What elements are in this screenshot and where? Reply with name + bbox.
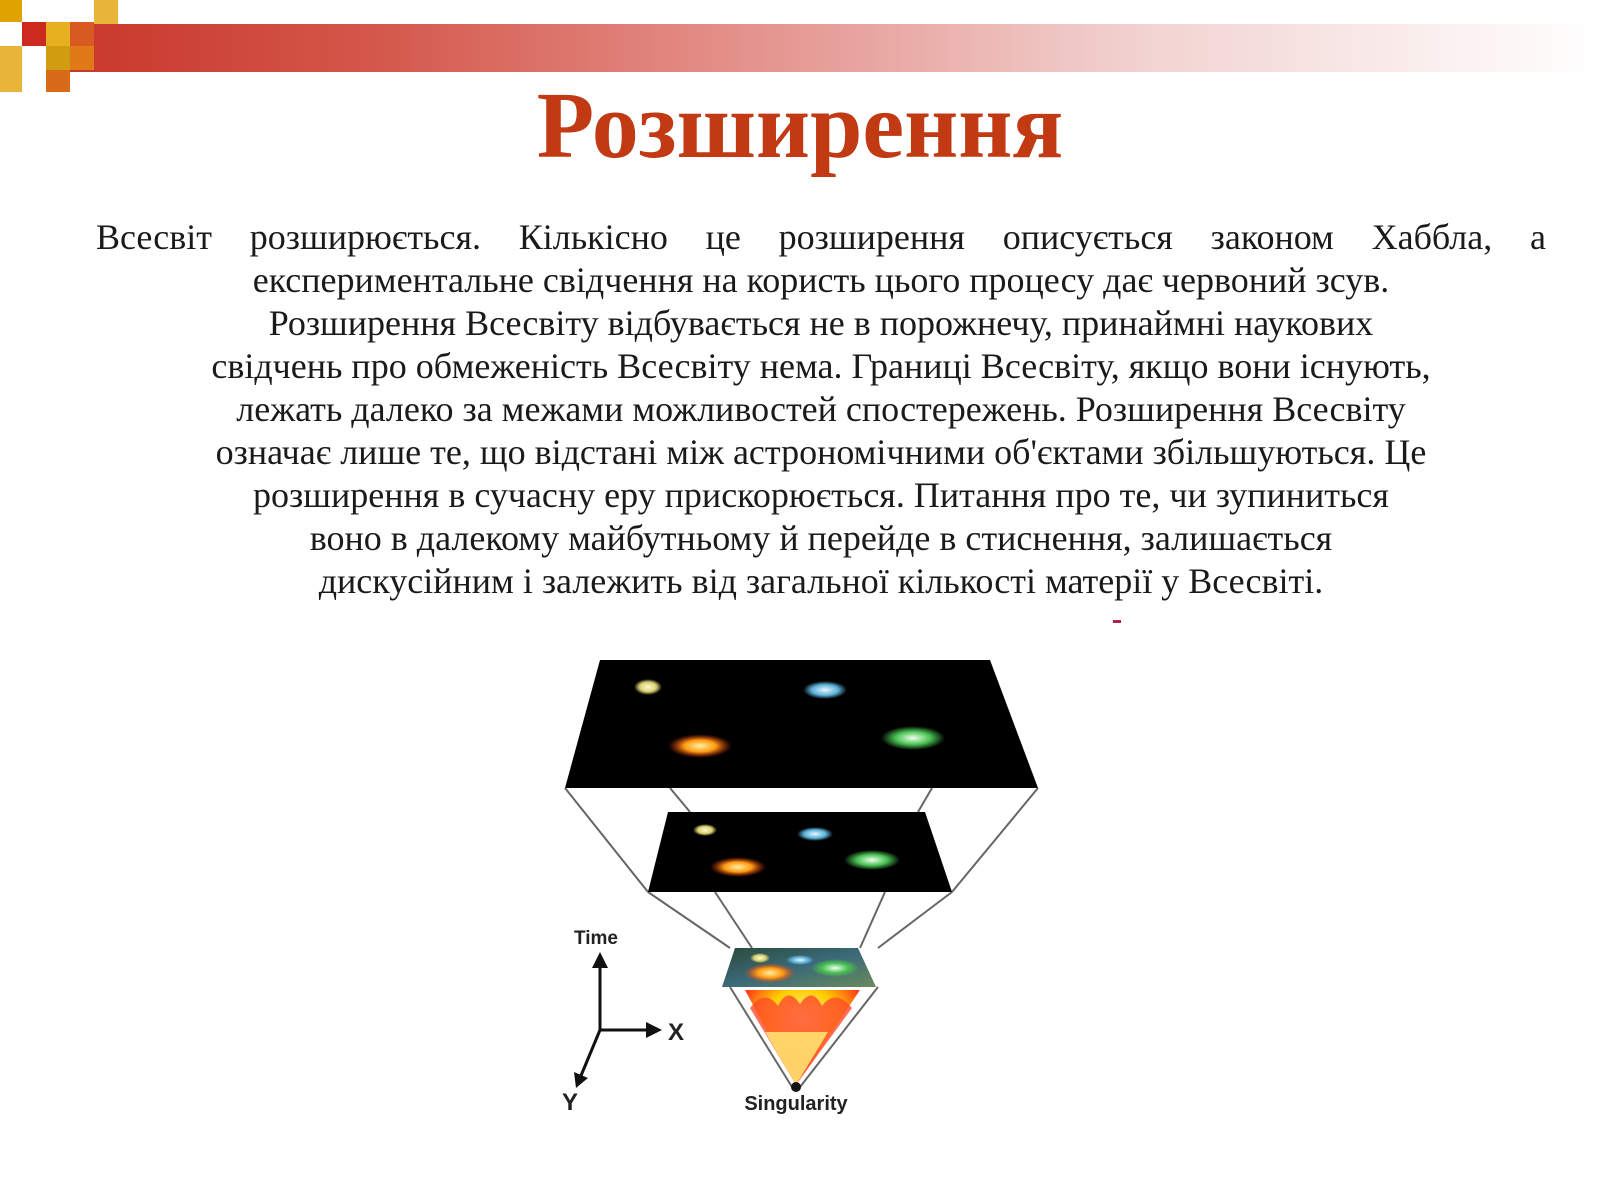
axis-label-time: Time <box>574 928 619 949</box>
time-arrow-head <box>592 952 608 968</box>
paragraph-line: розширення в сучасну еру прискорюється. Питання про те, чи зупиниться <box>253 475 1389 515</box>
paragraph-line: свідчень про обмеженість Всесвіту нема. Границі Всесвіту, якщо вони існують, <box>211 346 1431 386</box>
axis-label-y: Y <box>562 1089 579 1116</box>
slide-title: Розширення <box>536 74 1064 178</box>
axes <box>580 960 652 1078</box>
singularity-point <box>791 1082 801 1092</box>
paragraph-line: означає лише те, що відстані між астрономічними об'єктами збільшуються. Це <box>215 432 1427 472</box>
singularity-label: Singularity <box>744 1093 848 1115</box>
universe-expansion-diagram <box>560 660 1080 1160</box>
stray-mark <box>1113 620 1121 623</box>
galaxy-green <box>881 726 945 750</box>
paragraph-line: дискусійним і залежить від загальної кількості матерії у Всесвіті. <box>318 561 1324 601</box>
galaxy-blue <box>803 681 847 699</box>
galaxy-orange <box>668 734 732 758</box>
axis-label-x: X <box>668 1019 685 1046</box>
paragraph-line: Всесвіт розширюється. Кількісно це розширення описується законом Хаббла, а <box>96 217 1546 257</box>
galaxy-yellow <box>634 679 662 695</box>
plane-past <box>648 812 952 892</box>
x-arrow-head <box>646 1022 662 1038</box>
paragraph-line: Розширення Всесвіту відбувається не в порожнечу, принаймні наукових <box>268 303 1374 343</box>
paragraph-line: воно в далекому майбутньому й перейде в стиснення, залишається <box>309 518 1333 558</box>
body-paragraph <box>96 216 1546 603</box>
paragraph-line: лежать далеко за межами можливостей спостережень. Розширення Всесвіту <box>236 389 1406 429</box>
paragraph-line: експериментальне свідчення на користь цього процесу дає червоний зсув. <box>252 260 1390 300</box>
plane-present <box>565 660 1038 788</box>
header-gradient-band <box>60 24 1600 72</box>
